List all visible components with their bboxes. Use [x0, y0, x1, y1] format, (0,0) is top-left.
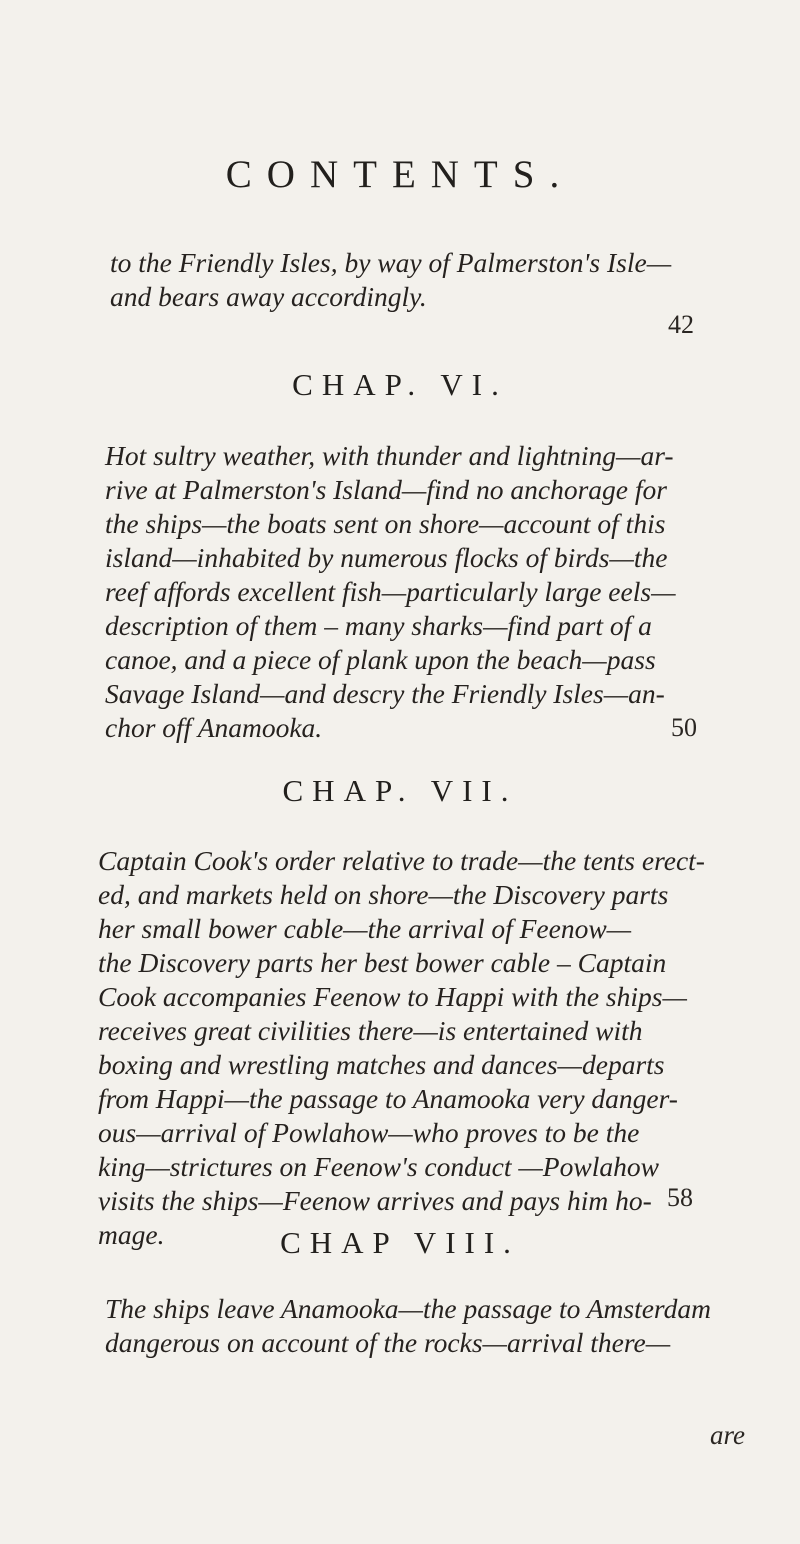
- chapter-heading-8: CHAP VIII.: [280, 1225, 520, 1260]
- catchword: are: [710, 1420, 745, 1450]
- intro-entry: [110, 246, 750, 314]
- text-line: the ships—the boats sent on shore—account of this: [105, 508, 666, 539]
- text-line: boxing and wrestling matches and dances—departs: [98, 1049, 665, 1080]
- text-line: Cook accompanies Feenow to Happi with the ships—: [98, 981, 687, 1012]
- text-line: visits the ships—Feenow arrives and pays him ho-: [98, 1185, 652, 1216]
- text-line: to the Friendly Isles, by way of Palmerston's Isle—: [110, 247, 672, 278]
- text-line: mage.: [98, 1219, 165, 1250]
- text-line: reef affords excellent fish—particularly large eels—: [105, 576, 676, 607]
- text-line: Captain Cook's order relative to trade—the tents erect-: [98, 845, 705, 876]
- text-line: The ships leave Anamooka—the passage to Amsterdam: [105, 1293, 711, 1324]
- text-line: the Discovery parts her best bower cable – Captain: [98, 947, 667, 978]
- text-line: Hot sultry weather, with thunder and lightning—ar-: [105, 440, 674, 471]
- chapter-summary-6: [105, 439, 765, 745]
- text-line: from Happi—the passage to Anamooka very danger-: [98, 1083, 678, 1114]
- text-line: and bears away accordingly.: [110, 281, 427, 312]
- page-number: 42: [668, 310, 694, 339]
- chapter-heading-7: CHAP. VII.: [282, 773, 518, 808]
- text-line: chor off Anamooka.: [105, 712, 323, 743]
- text-line: island—inhabited by numerous flocks of birds—the: [105, 542, 668, 573]
- text-line: dangerous on account of the rocks—arrival there—: [105, 1327, 671, 1358]
- page-number: 58: [667, 1183, 693, 1212]
- text-line: her small bower cable—the arrival of Feenow—: [98, 913, 632, 944]
- text-line: description of them – many sharks—find part of a: [105, 610, 652, 641]
- text-line: king—strictures on Feenow's conduct —Powlahow: [98, 1151, 659, 1182]
- page-header: CONTENTS.: [225, 153, 575, 196]
- text-line: canoe, and a piece of plank upon the beach—pass: [105, 644, 656, 675]
- chapter-heading-6: CHAP. VI.: [292, 367, 508, 402]
- text-line: Savage Island—and descry the Friendly Isles—an-: [105, 678, 665, 709]
- text-line: rive at Palmerston's Island—find no anchorage for: [105, 474, 667, 505]
- text-line: ed, and markets held on shore—the Discovery parts: [98, 879, 669, 910]
- chapter-summary-8: [105, 1292, 765, 1360]
- text-line: ous—arrival of Powlahow—who proves to be the: [98, 1117, 640, 1148]
- page-number: 50: [671, 713, 697, 742]
- text-line: receives great civilities there—is entertained with: [98, 1015, 643, 1046]
